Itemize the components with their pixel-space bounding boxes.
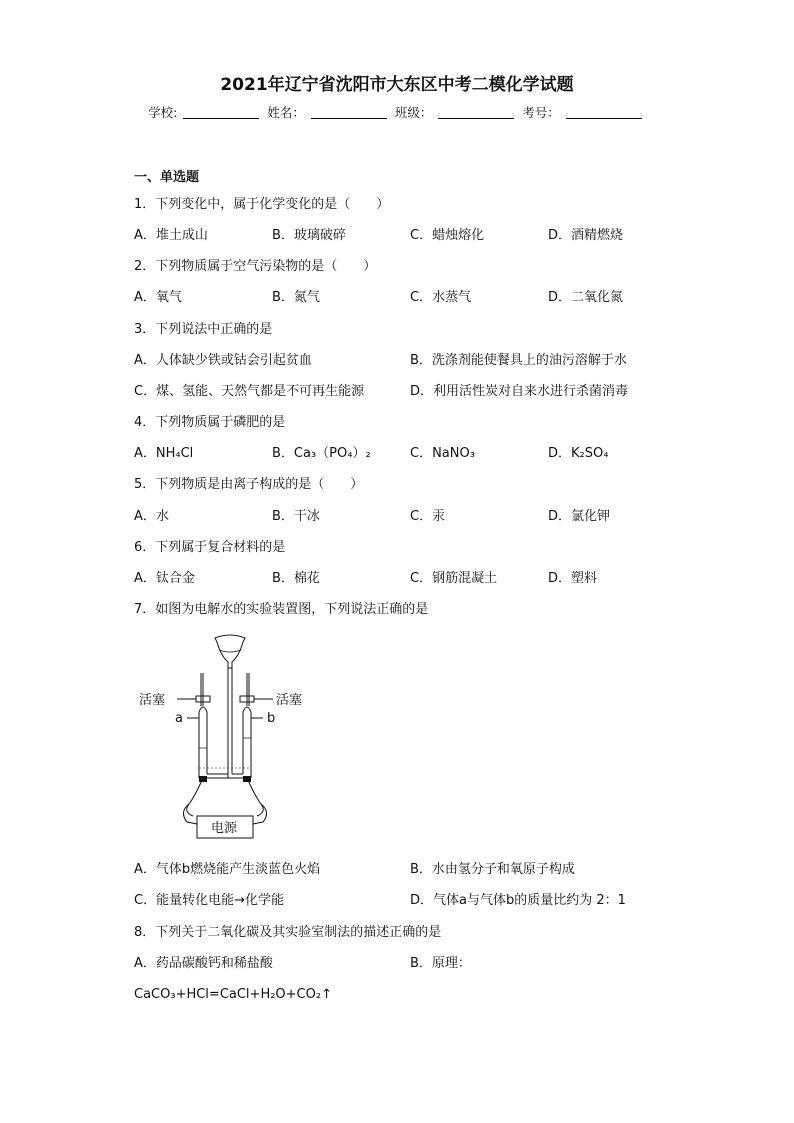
question-stem: 8．下列关于二氧化碳及其实验室制法的描述正确的是 [134, 925, 442, 940]
option: B．玻璃破碎 [272, 228, 346, 243]
class-label: 班级： [394, 105, 433, 120]
school-blank [183, 106, 259, 119]
option: D．利用活性炭对自来水进行杀菌消毒 [410, 384, 629, 399]
power-supply-label: 电源 [211, 821, 238, 836]
school-label: 学校: [148, 105, 178, 120]
option: B．洗涤剂能使餐具上的油污溶解于水 [410, 353, 627, 368]
stopcock-label-right: 活塞 [276, 693, 303, 708]
question-stem: 5．下列物质是由离子构成的是（ ） [134, 477, 364, 492]
option: A．药品碳酸钙和稀盐酸 [134, 956, 273, 971]
option: C．煤、氢能、天然气都是不可再生能源 [134, 384, 365, 399]
student-info-row [0, 103, 794, 121]
option: A．堆土成山 [134, 228, 208, 243]
option: D．二氧化氮 [548, 290, 624, 305]
option: B．Ca₃（PO₄）₂ [272, 446, 371, 461]
option: C．钢筋混凝土 [410, 571, 498, 586]
question-stem: 1．下列变化中，属于化学变化的是（ ） [134, 197, 390, 212]
option: D．塑料 [548, 571, 598, 586]
tube-label-b: b [267, 711, 276, 726]
option: B．原理： [410, 956, 471, 971]
name-blank [311, 106, 387, 119]
option: C．水蒸气 [410, 290, 472, 305]
option: A．钛合金 [134, 571, 195, 586]
question-stem: 3．下列说法中正确的是 [134, 322, 273, 337]
option: D．气体a与气体b的质量比约为 2：1 [410, 893, 626, 908]
option: A．NH₄Cl [134, 446, 194, 461]
class-blank [438, 106, 514, 119]
electrolysis-apparatus-diagram [135, 628, 325, 843]
stopcock-label-left: 活塞 [139, 693, 166, 708]
option: C．汞 [410, 509, 446, 524]
option: C．能量转化电能→化学能 [134, 893, 284, 908]
option: A．氧气 [134, 290, 182, 305]
option: A．水 [134, 509, 169, 524]
exam-number-blank [566, 106, 642, 119]
option: C．蜡烛熔化 [410, 228, 485, 243]
option: A．气体b燃烧能产生淡蓝色火焰 [134, 862, 321, 877]
option: D．酒精燃烧 [548, 228, 624, 243]
exam-number-label: 考号： [522, 105, 560, 120]
option: B．氮气 [272, 290, 320, 305]
option: D．K₂SO₄ [548, 446, 609, 461]
name-label: 姓名： [267, 105, 305, 120]
question-stem: 6．下列属于复合材料的是 [134, 540, 286, 555]
section-heading: 一、单选题 [134, 170, 200, 185]
question-stem: 2．下列物质属于空气污染物的是（ ） [134, 259, 377, 274]
tube-label-a: a [175, 711, 183, 726]
page-title: 2021年辽宁省沈阳市大东区中考二模化学试题 [220, 75, 574, 95]
option: D．氯化钾 [548, 509, 611, 524]
option: B．水由氢分子和氧原子构成 [410, 862, 575, 877]
option: C．NaNO₃ [410, 446, 475, 461]
option: B．棉花 [272, 571, 320, 586]
option: A．人体缺少铁或钴会引起贫血 [134, 353, 312, 368]
question-stem: 4．下列物质属于磷肥的是 [134, 415, 286, 430]
option: B．干冰 [272, 509, 320, 524]
chemical-equation: CaCO₃+HCl=CaCl+H₂O+CO₂↑ [134, 987, 332, 1002]
question-stem: 7．如图为电解水的实验装置图，下列说法正确的是 [134, 602, 429, 617]
